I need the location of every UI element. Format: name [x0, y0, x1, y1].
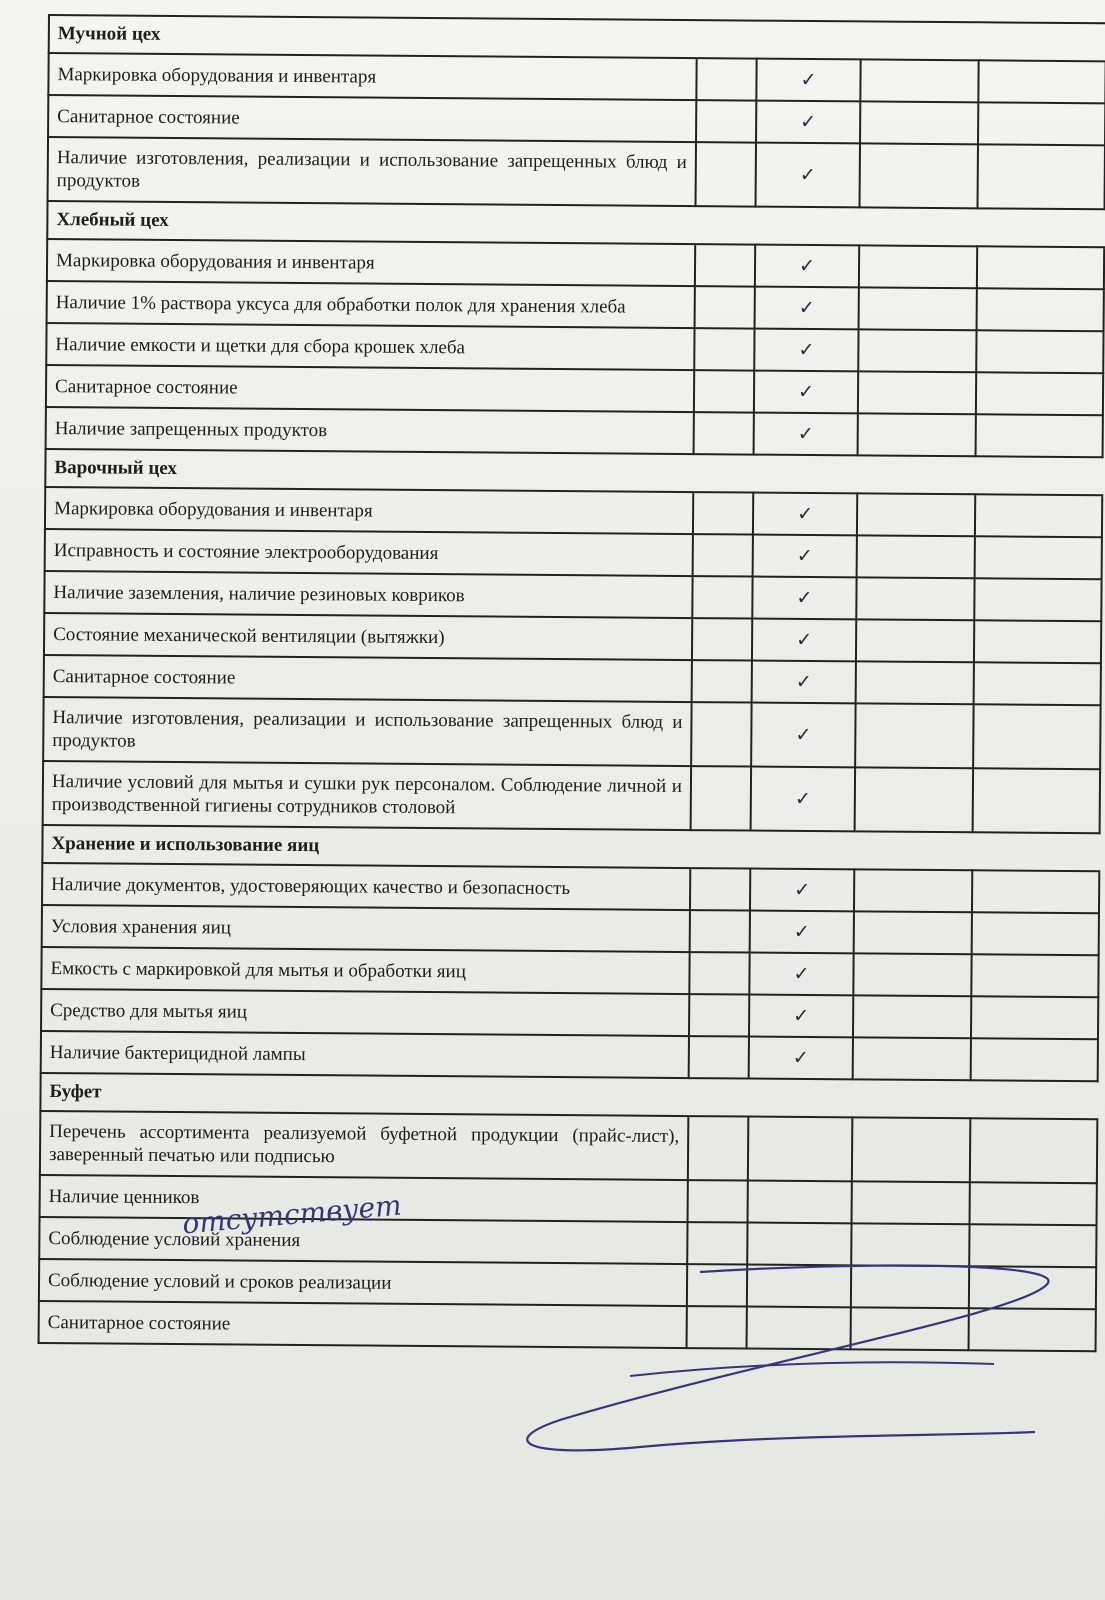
- criterion-label: Санитарное состояние: [44, 655, 692, 702]
- empty-cell: [860, 59, 978, 102]
- empty-cell: [975, 494, 1102, 537]
- handwritten-note: отсутствует: [180, 1188, 403, 1241]
- criterion-label: Соблюдение условий хранения: [39, 1217, 687, 1264]
- empty-cell: [970, 1118, 1097, 1183]
- check-mark-cell: ✓: [751, 767, 855, 832]
- empty-cell: [852, 1117, 970, 1182]
- empty-cell: [856, 577, 974, 620]
- criterion-label: Наличие условий для мытья и сушки рук персоналом. Соблюдение личной и производственной гигиены сотрудников столовой: [43, 761, 691, 830]
- empty-cell: [859, 245, 977, 288]
- check-mark-cell: ✓: [749, 953, 853, 996]
- empty-cell: [976, 330, 1103, 373]
- empty-cell: [971, 954, 1098, 997]
- check-mark-cell: [748, 1117, 852, 1182]
- criterion-label: Наличие документов, удостоверяющих качество и безопасность: [42, 863, 690, 910]
- empty-cell: [696, 58, 756, 100]
- check-mark-cell: ✓: [752, 619, 856, 662]
- empty-cell: [688, 1116, 749, 1180]
- section-header-filler: [690, 830, 1099, 871]
- empty-cell: [858, 329, 976, 372]
- empty-cell: [858, 413, 976, 456]
- criterion-label: Наличие ценников: [40, 1175, 688, 1222]
- empty-cell: [972, 870, 1099, 913]
- empty-cell: [691, 702, 752, 766]
- empty-cell: [689, 952, 749, 994]
- empty-cell: [977, 246, 1104, 289]
- criterion-label: Соблюдение условий и сроков реализации: [39, 1259, 687, 1306]
- check-mark-cell: ✓: [751, 703, 855, 768]
- checklist-row: [40, 1111, 1097, 1183]
- empty-cell: [693, 534, 753, 576]
- criterion-label: Санитарное состояние: [46, 365, 694, 412]
- empty-cell: [974, 662, 1101, 705]
- criterion-label: Санитарное состояние: [48, 95, 696, 142]
- check-mark-cell: ✓: [750, 911, 854, 954]
- check-mark-cell: ✓: [750, 869, 854, 912]
- empty-cell: [691, 766, 752, 830]
- section-header-filler: [695, 206, 1104, 247]
- empty-cell: [860, 143, 978, 208]
- empty-cell: [858, 371, 976, 414]
- empty-cell: [694, 370, 754, 412]
- empty-cell: [696, 142, 757, 206]
- empty-cell: [973, 704, 1100, 769]
- empty-cell: [692, 576, 752, 618]
- empty-cell: [692, 660, 752, 702]
- empty-cell: [689, 994, 749, 1036]
- empty-cell: [974, 578, 1101, 621]
- empty-cell: [852, 1181, 970, 1224]
- section-header-filler: [697, 20, 1105, 61]
- empty-cell: [853, 953, 971, 996]
- criterion-label: Маркировка оборудования и инвентаря: [45, 487, 693, 534]
- empty-cell: [692, 618, 752, 660]
- empty-cell: [970, 1182, 1097, 1225]
- empty-cell: [857, 493, 975, 536]
- empty-cell: [696, 100, 756, 142]
- empty-cell: [851, 1307, 969, 1350]
- check-mark-cell: ✓: [749, 995, 853, 1038]
- section-title: Варочный цех: [45, 449, 693, 492]
- criterion-label: Санитарное состояние: [39, 1301, 687, 1348]
- empty-cell: [855, 767, 973, 832]
- empty-cell: [978, 60, 1105, 103]
- section-title: Мучной цех: [49, 15, 697, 58]
- check-mark-cell: ✓: [753, 535, 857, 578]
- empty-cell: [978, 144, 1105, 209]
- empty-cell: [969, 1266, 1096, 1309]
- criterion-label: Наличие емкости и щетки для сбора крошек хлеба: [46, 323, 694, 370]
- empty-cell: [694, 328, 754, 370]
- empty-cell: [974, 620, 1101, 663]
- criterion-label: Средство для мытья яиц: [41, 989, 689, 1036]
- check-mark-cell: ✓: [756, 59, 860, 102]
- section-title: Хлебный цех: [47, 201, 695, 244]
- criterion-label: Наличие бактерицидной лампы: [41, 1031, 689, 1078]
- empty-cell: [851, 1223, 969, 1266]
- empty-cell: [690, 910, 750, 952]
- section-header-filler: [688, 1078, 1097, 1119]
- criterion-label: Исправность и состояние электрооборудования: [45, 529, 693, 576]
- empty-cell: [854, 869, 972, 912]
- criterion-label: Наличие изготовления, реализации и использование запрещенных блюд и продуктов: [43, 697, 691, 766]
- empty-cell: [856, 619, 974, 662]
- criterion-label: Емкость с маркировкой для мытья и обработки яиц: [41, 947, 689, 994]
- empty-cell: [853, 1037, 971, 1080]
- checklist-row: [48, 137, 1105, 209]
- empty-cell: [695, 244, 755, 286]
- section-title: Хранение и использование яиц: [42, 825, 690, 868]
- check-mark-cell: ✓: [752, 661, 856, 704]
- empty-cell: [978, 102, 1105, 145]
- check-mark-cell: ✓: [749, 1037, 853, 1080]
- section-title: Буфет: [40, 1073, 688, 1116]
- inspection-checklist-table: [38, 14, 1105, 1352]
- empty-cell: [851, 1265, 969, 1308]
- check-mark-cell: [747, 1223, 851, 1266]
- check-mark-cell: ✓: [754, 329, 858, 372]
- criterion-label: Наличие изготовления, реализации и использование запрещенных блюд и продуктов: [48, 137, 696, 206]
- check-mark-cell: ✓: [755, 287, 859, 330]
- checklist-row: [43, 761, 1100, 833]
- criterion-label: Наличие запрещенных продуктов: [46, 407, 694, 454]
- check-mark-cell: [747, 1265, 851, 1308]
- check-mark-cell: [748, 1181, 852, 1224]
- checklist-row: [43, 697, 1100, 769]
- check-mark-cell: ✓: [756, 101, 860, 144]
- check-mark-cell: ✓: [752, 577, 856, 620]
- check-mark-cell: ✓: [755, 245, 859, 288]
- empty-cell: [976, 372, 1103, 415]
- check-mark-cell: [747, 1307, 851, 1350]
- criterion-label: Маркировка оборудования и инвентаря: [48, 53, 696, 100]
- empty-cell: [854, 911, 972, 954]
- empty-cell: [687, 1264, 747, 1306]
- empty-cell: [695, 286, 755, 328]
- criterion-label: Перечень ассортимента реализуемой буфетной продукции (прайс-лист), заверенный печатью или подписью: [40, 1111, 688, 1180]
- empty-cell: [860, 101, 978, 144]
- empty-cell: [975, 536, 1102, 579]
- criterion-label: Наличие 1% раствора уксуса для обработки полок для хранения хлеба: [47, 281, 695, 328]
- empty-cell: [687, 1306, 747, 1348]
- empty-cell: [972, 912, 1099, 955]
- empty-cell: [856, 661, 974, 704]
- empty-cell: [976, 414, 1103, 457]
- empty-cell: [857, 535, 975, 578]
- check-mark-cell: ✓: [754, 413, 858, 456]
- empty-cell: [693, 492, 753, 534]
- checklist-row: [39, 1301, 1096, 1351]
- empty-cell: [969, 1308, 1096, 1351]
- check-mark-cell: ✓: [753, 493, 857, 536]
- criterion-label: Маркировка оборудования и инвентаря: [47, 239, 695, 286]
- empty-cell: [971, 996, 1098, 1039]
- empty-cell: [855, 703, 973, 768]
- empty-cell: [853, 995, 971, 1038]
- criterion-label: Наличие заземления, наличие резиновых ковриков: [44, 571, 692, 618]
- empty-cell: [971, 1038, 1098, 1081]
- empty-cell: [694, 412, 754, 454]
- empty-cell: [977, 288, 1104, 331]
- empty-cell: [859, 287, 977, 330]
- check-mark-cell: ✓: [754, 371, 858, 414]
- empty-cell: [969, 1224, 1096, 1267]
- check-mark-cell: ✓: [756, 143, 860, 208]
- empty-cell: [690, 868, 750, 910]
- empty-cell: [688, 1180, 748, 1222]
- criterion-label: Состояние механической вентиляции (вытяжки): [44, 613, 692, 660]
- empty-cell: [689, 1036, 749, 1078]
- empty-cell: [687, 1222, 747, 1264]
- empty-cell: [973, 768, 1100, 833]
- criterion-label: Условия хранения яиц: [42, 905, 690, 952]
- section-header-filler: [693, 454, 1102, 495]
